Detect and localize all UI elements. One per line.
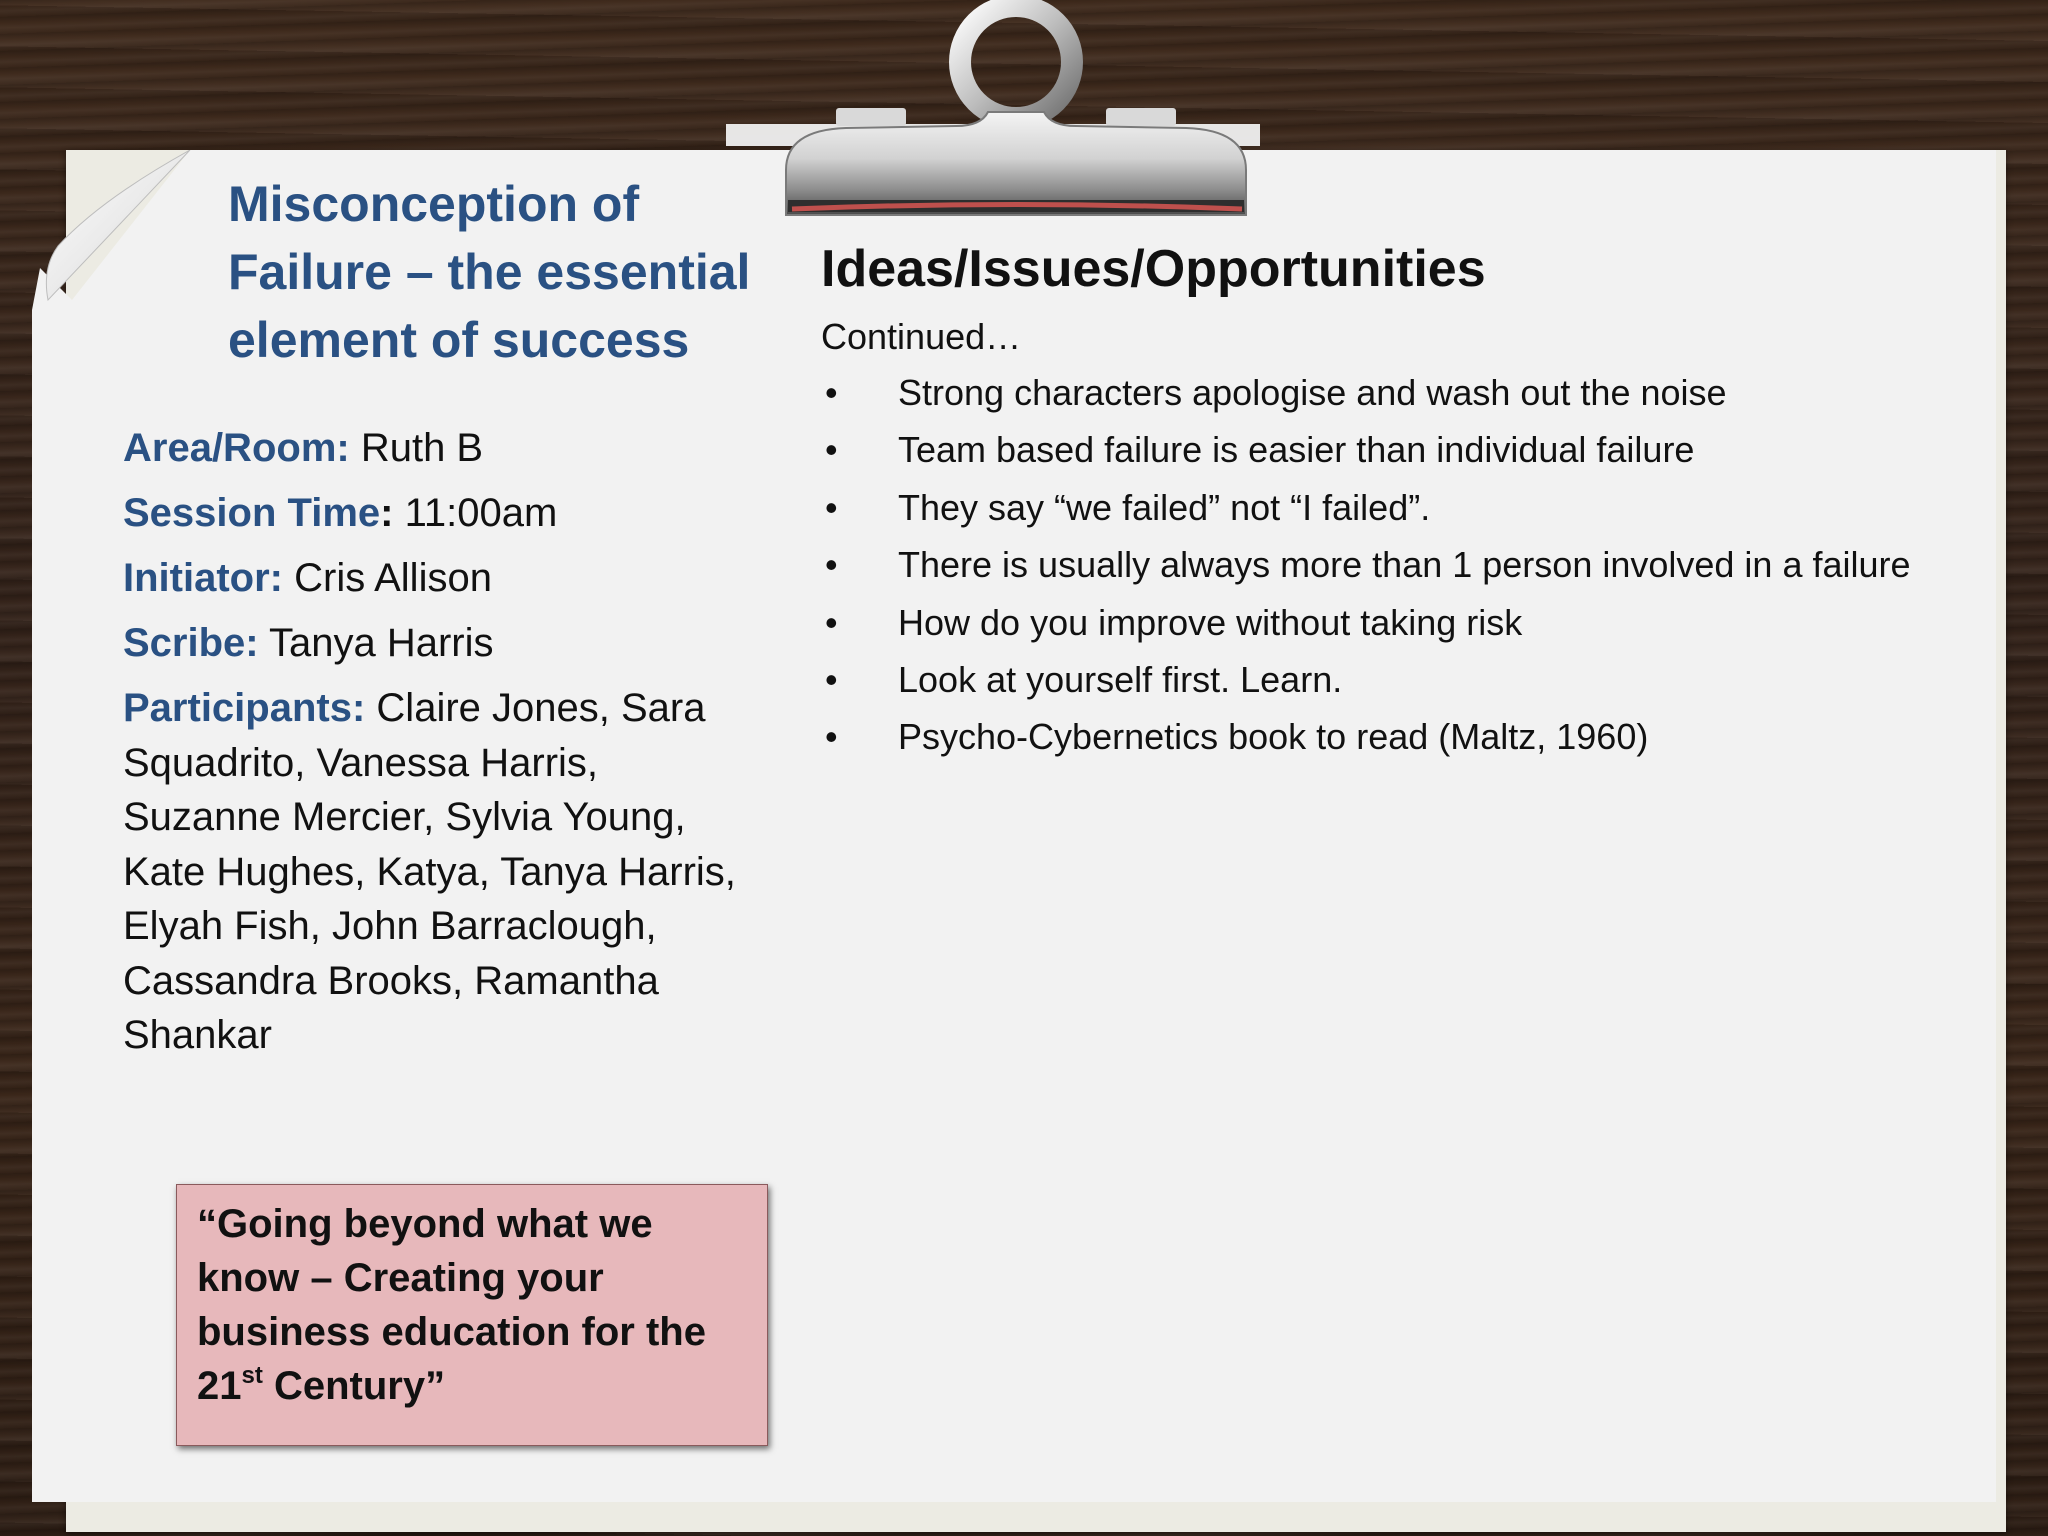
- ideas-heading: Ideas/Issues/Opportunities: [821, 240, 1486, 298]
- quote-box: [176, 1184, 768, 1446]
- list-item-text: Psycho-Cybernetics book to read (Maltz, 1960): [898, 716, 1649, 758]
- list-item: [821, 594, 2001, 651]
- list-item: [821, 421, 2001, 478]
- area-room-field: [123, 421, 763, 475]
- area-room-label: Area/Room:: [123, 426, 350, 470]
- list-item-text: Look at yourself first. Learn.: [898, 658, 1343, 700]
- quote-text-end: Century”: [262, 1364, 446, 1408]
- ideas-subheading: Continued…: [821, 316, 1022, 357]
- bullet-icon: •: [825, 372, 838, 413]
- bullet-icon: •: [825, 601, 838, 643]
- scribe-field: [123, 616, 763, 670]
- list-item: [821, 708, 2001, 765]
- scribe-value: Tanya Harris: [269, 621, 494, 665]
- quote-superscript: st: [241, 1362, 263, 1389]
- list-item: [821, 364, 2001, 421]
- list-item: [821, 651, 2001, 708]
- initiator-label: Initiator:: [123, 556, 283, 600]
- participants-label: Participants:: [123, 686, 366, 730]
- initiator-field: [123, 551, 763, 605]
- list-item: [821, 479, 2001, 536]
- bullet-icon: •: [825, 658, 838, 700]
- ideas-list: [821, 364, 2001, 766]
- list-item-text: There is usually always more than 1 person involved in a failure: [898, 544, 1911, 586]
- folded-corner: [40, 150, 240, 320]
- quote-text: [197, 1197, 757, 1413]
- session-time-colon: :: [380, 491, 394, 535]
- session-time-value: 11:00am: [404, 491, 558, 535]
- list-item-text: They say “we failed” not “I failed”.: [898, 486, 1431, 528]
- area-room-value: Ruth B: [360, 426, 484, 470]
- bullet-icon: •: [825, 716, 838, 758]
- initiator-value: Cris Allison: [294, 556, 492, 600]
- quote-text-main: “Going beyond what we know – Creating your business education for the 21: [197, 1202, 706, 1408]
- participants-value: Claire Jones, Sara Squadrito, Vanessa Harris, Suzanne Mercier, Sylvia Young, Kate Hughes, Katya, Tanya Harris, Elyah Fish, John Barraclough, Cassandra Brooks, Ramantha Shankar: [123, 686, 736, 1057]
- list-item: [821, 536, 2001, 593]
- session-title: Misconception of Failure – the essential element of success: [228, 176, 751, 368]
- scribe-label: Scribe:: [123, 621, 259, 665]
- bullet-icon: •: [825, 544, 838, 586]
- list-item-text: How do you improve without taking risk: [898, 601, 1523, 643]
- clipboard-clip: [726, 0, 1260, 230]
- session-time-field: [123, 486, 763, 540]
- participants-field: [123, 681, 763, 1063]
- list-item-text: Strong characters apologise and wash out the noise: [898, 372, 1727, 413]
- session-time-label: Session Time: [123, 491, 381, 535]
- list-item-text: Team based failure is easier than individual failure: [898, 429, 1695, 471]
- bullet-icon: •: [825, 429, 838, 471]
- bullet-icon: •: [825, 486, 838, 528]
